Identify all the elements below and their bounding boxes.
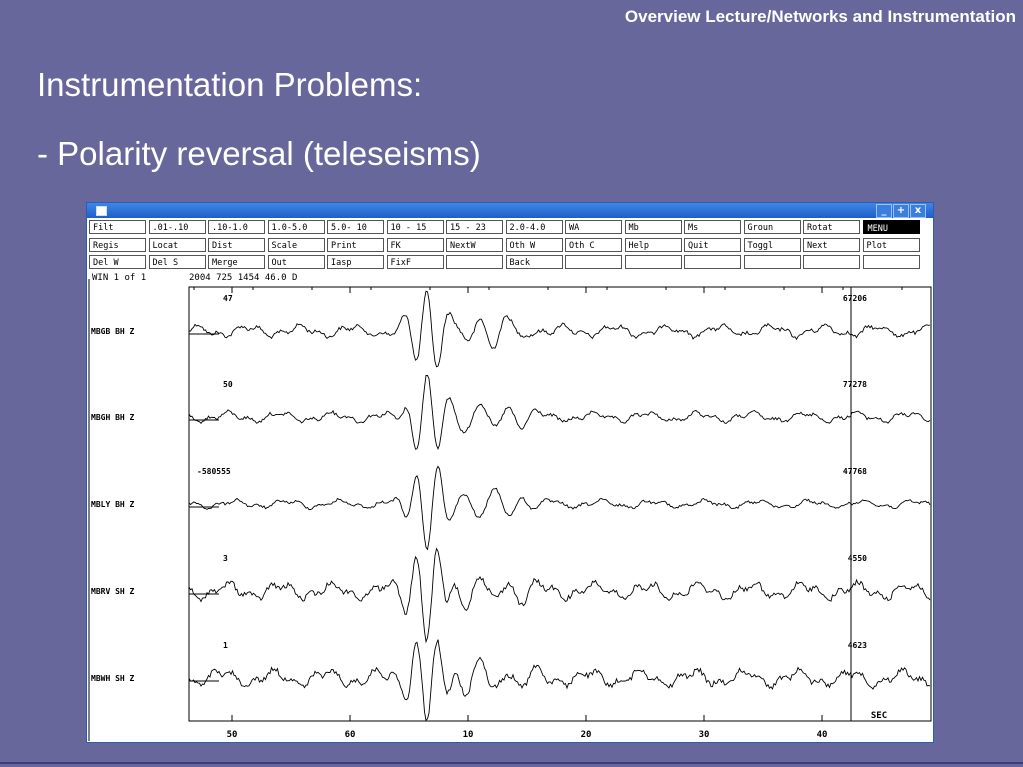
- menu-button[interactable]: FixF: [387, 255, 444, 269]
- time-tick-label: 50: [226, 730, 238, 740]
- waveform-trace: [189, 291, 930, 367]
- menu-button[interactable]: Quit: [684, 238, 741, 252]
- menu-button[interactable]: Del W: [89, 255, 146, 269]
- event-time-label: 2004 725 1454 46.0 D: [189, 273, 298, 283]
- station-label: MBLY BH Z: [91, 500, 135, 509]
- menu-button[interactable]: Ms: [684, 220, 741, 234]
- time-tick-label: 60: [344, 730, 356, 740]
- menu-button[interactable]: WA: [565, 220, 622, 234]
- waveform-trace: [189, 640, 930, 721]
- waveform-trace: [189, 376, 930, 450]
- menu-button[interactable]: .10-1.0: [208, 220, 265, 234]
- slide-bullet: - Polarity reversal (teleseisms): [37, 135, 481, 172]
- menu-button[interactable]: Help: [625, 238, 682, 252]
- trace-left-value: 1: [223, 641, 228, 650]
- station-label: MBGB BH Z: [91, 327, 135, 336]
- menu-button[interactable]: Scale: [268, 238, 325, 252]
- station-label: MBGH BH Z: [91, 413, 135, 422]
- menu-button[interactable]: Merge: [208, 255, 265, 269]
- waveform-trace: [189, 549, 930, 642]
- menu-button[interactable]: Back: [506, 255, 563, 269]
- menu-button[interactable]: 15 - 23: [446, 220, 503, 234]
- menu-button[interactable]: 2.0-4.0: [506, 220, 563, 234]
- menu-button[interactable]: Mb: [625, 220, 682, 234]
- trace-right-value: 67206: [842, 294, 867, 303]
- seismogram-plot[interactable]: [87, 203, 933, 742]
- menu-button[interactable]: Toggl: [744, 238, 801, 252]
- menu-button[interactable]: Plot: [863, 238, 920, 252]
- window-count-label: WIN 1 of 1: [92, 273, 147, 283]
- menu-button[interactable]: Del S: [149, 255, 206, 269]
- seismogram-app-window: [86, 202, 934, 743]
- trace-left-value: 47: [223, 294, 233, 303]
- menu-button[interactable]: Groun: [744, 220, 801, 234]
- plot-frame: [189, 287, 931, 721]
- menu-button[interactable]: Dist: [208, 238, 265, 252]
- menu-button[interactable]: Filt: [89, 220, 146, 234]
- trace-right-value: 4623: [847, 641, 867, 650]
- menu-button[interactable]: Rotat: [803, 220, 860, 234]
- menu-button[interactable]: 1.0-5.0: [268, 220, 325, 234]
- trace-left-value: 3: [223, 554, 228, 563]
- station-label: MBWH SH Z: [91, 674, 135, 683]
- menu-button[interactable]: Locat: [149, 238, 206, 252]
- trace-left-value: -580555: [197, 467, 231, 476]
- menu-button[interactable]: 5.0- 10: [327, 220, 384, 234]
- trace-right-value: 47768: [842, 467, 867, 476]
- maximize-icon[interactable]: +: [893, 204, 909, 218]
- menu-button[interactable]: Next: [803, 238, 860, 252]
- menu-button[interactable]: Print: [327, 238, 384, 252]
- station-label: MBRV SH Z: [91, 587, 135, 596]
- trace-left-value: 50: [223, 380, 233, 389]
- time-tick-label: 20: [580, 730, 592, 740]
- menu-button[interactable]: NextW: [446, 238, 503, 252]
- slide-title: Instrumentation Problems:: [37, 66, 423, 103]
- menu-button[interactable]: Regis: [89, 238, 146, 252]
- close-icon[interactable]: x: [910, 204, 926, 218]
- menu-button[interactable]: Iasp: [327, 255, 384, 269]
- time-tick-label: 40: [816, 730, 828, 740]
- menu-button[interactable]: .01-.10: [149, 220, 206, 234]
- menu-button[interactable]: Oth C: [565, 238, 622, 252]
- waveform-trace: [189, 466, 930, 549]
- time-unit-label: SEC: [870, 711, 888, 721]
- minimize-icon[interactable]: _: [876, 204, 892, 218]
- trace-right-value: 4550: [847, 554, 867, 563]
- trace-right-value: 77278: [842, 380, 867, 389]
- menu-button[interactable]: Oth W: [506, 238, 563, 252]
- time-tick-label: 10: [462, 730, 474, 740]
- menu-button[interactable]: 10 - 15: [387, 220, 444, 234]
- menu-button[interactable]: MENU: [863, 220, 920, 234]
- menu-button[interactable]: FK: [387, 238, 444, 252]
- time-tick-label: 30: [698, 730, 710, 740]
- slide-header: Overview Lecture/Networks and Instrumentation: [624, 7, 1016, 26]
- menu-button[interactable]: Out: [268, 255, 325, 269]
- slide-bottom-rule: [0, 762, 1023, 764]
